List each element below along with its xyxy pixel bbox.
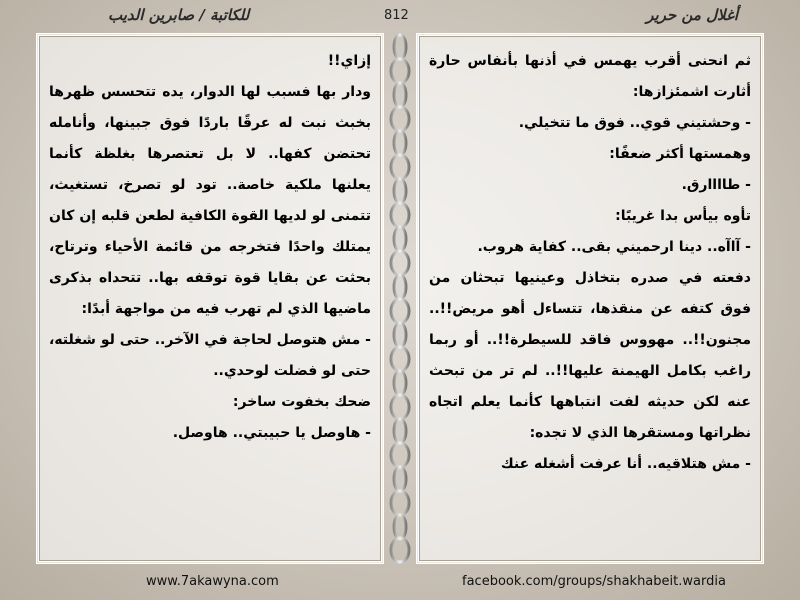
right-page [416, 33, 764, 564]
paragraph: - مش هتلاقيه.. أنا عرفت أشغله عنك [500, 456, 751, 472]
paragraph: دفعته في صدره بتخاذل وعينيها تبحثان من فوق كتفه عن منقذها، تتساءل أهو مريض!!.. مجنون!!.. مهووس فاقد للسيطرة!!.. أو ربما راغب بكامل الهيمنة عليها!!.. لم تر من تبحث عنه لكن حديثه لفت انتباهها كأنما يعلم اتجاه نظراتها ومستقرها الذي لا تجده: [429, 270, 751, 441]
paragraph: وهمستها أكثر ضعفًا: [609, 146, 751, 162]
paragraph: ضحك بخفوت ساخر: [232, 394, 371, 410]
left-page-text [49, 46, 371, 551]
author-name: للكاتبة / صابرين الديب [108, 6, 250, 24]
paragraph: ودار بها فسبب لها الدوار، يده تتحسس ظهرها بخبث نبت له عرقًا باردًا فوق جبينها، وأنامله تحتضن كفها.. لا بل تعتصرها بغلظة كأنما يعلنها ملكية خاصة.. تود لو تصرخ، تستغيث، تتمنى لو لديها القوة الكافية لطعن قلبه إن كان يمتلك واحدًا فتخرجه من قائمة الأحياء وترتاح، بحثت عن بقايا قوة توقفه بها.. تتحداه بذكرى ماضيها الذي لم تهرب فيه من مواجهة أبدًا: [49, 84, 371, 317]
right-page-text [429, 46, 751, 551]
paragraph: تأوه بيأس بدا غريبًا: [615, 208, 751, 224]
paragraph: - هاوصل يا حبيبتي.. هاوصل. [172, 425, 371, 441]
left-page [36, 33, 384, 564]
book-title: أغلال من حرير [646, 6, 738, 24]
paragraph: - آاآه.. دينا ارحميني بقى.. كفاية هروب. [477, 239, 751, 255]
paragraph: - طاااارق. [681, 177, 751, 193]
paragraph: إزاي!! [327, 53, 371, 69]
paragraph: - وحشتيني قوي.. فوق ما تتخيلي. [518, 115, 751, 131]
website-link[interactable]: www.7akawyna.com [146, 574, 279, 589]
book-spine-chain [384, 33, 416, 564]
paragraph: - مش هتوصل لحاجة في الآخر.. حتى لو شغلته، حتى لو فضلت لوحدي.. [49, 332, 371, 379]
paragraph: ثم انحنى أقرب يهمس في أذنها بأنفاس حارة أثارت اشمئزازها: [429, 53, 751, 100]
page-header [0, 0, 800, 32]
facebook-link[interactable]: facebook.com/groups/shakhabeit.wardia [462, 574, 726, 589]
page-number: 812 [384, 8, 409, 23]
